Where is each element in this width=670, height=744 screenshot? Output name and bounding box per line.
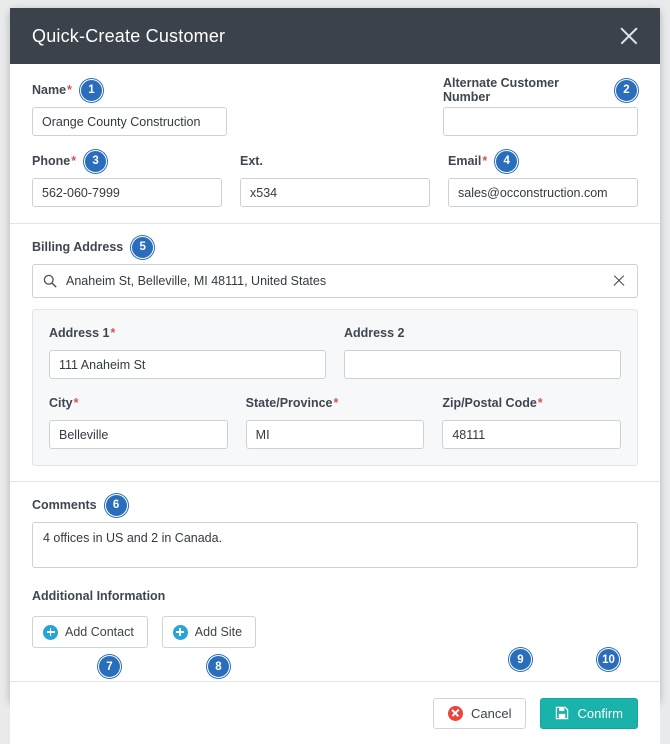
phone-label-text: Phone xyxy=(32,154,71,168)
badge-4: 4 xyxy=(495,150,518,173)
additional-badges-row xyxy=(32,655,638,681)
address-lines-row xyxy=(49,323,621,379)
address2-group xyxy=(344,323,621,379)
comments-section xyxy=(10,482,660,568)
customer-basic-section xyxy=(10,64,660,223)
email-field-group xyxy=(448,151,638,207)
zip-label xyxy=(442,393,621,413)
additional-information-label xyxy=(32,586,638,606)
additional-information-label-text: Additional Information xyxy=(32,589,166,603)
zip-label-text: Zip/Postal Code xyxy=(442,396,537,410)
phone-input[interactable]: 562-060-7999 xyxy=(32,178,222,207)
alternate-customer-number-label-text: Alternate Customer Number xyxy=(443,76,559,104)
additional-buttons xyxy=(32,616,638,648)
cancel-button[interactable] xyxy=(433,698,526,729)
badge-8: 8 xyxy=(207,655,230,678)
ext-label xyxy=(240,151,430,171)
cancel-button-label: Cancel xyxy=(471,705,512,721)
search-icon xyxy=(43,274,57,288)
required-marker: * xyxy=(482,154,488,168)
city-input[interactable]: Belleville xyxy=(49,420,228,449)
state-label xyxy=(246,393,425,413)
address1-label-text: Address 1 xyxy=(49,326,110,340)
state-group xyxy=(246,393,425,449)
required-marker: * xyxy=(537,396,543,410)
city-label-text: City xyxy=(49,396,73,410)
state-input[interactable]: MI xyxy=(246,420,425,449)
add-contact-button[interactable] xyxy=(32,616,148,648)
name-input[interactable]: Orange County Construction xyxy=(32,107,227,136)
ext-input[interactable]: x534 xyxy=(240,178,430,207)
required-marker: * xyxy=(67,83,72,97)
billing-address-heading xyxy=(32,237,638,257)
city-state-zip-row xyxy=(49,393,621,449)
name-label xyxy=(32,80,227,100)
address-details-panel xyxy=(32,309,638,466)
ext-field-group xyxy=(240,151,430,207)
phone-label xyxy=(32,151,222,171)
required-marker: * xyxy=(71,154,77,168)
address-search-input[interactable]: Anaheim St, Belleville, MI 48111, United States xyxy=(66,274,327,288)
badge-2: 2 xyxy=(615,79,638,102)
save-icon xyxy=(555,706,569,720)
clear-icon[interactable] xyxy=(611,273,627,289)
plus-circle-icon xyxy=(173,625,188,640)
badge-6: 6 xyxy=(105,494,128,517)
dialog-title: Quick-Create Customer xyxy=(32,25,226,46)
city-label xyxy=(49,393,228,413)
contact-row xyxy=(32,151,638,223)
address2-label xyxy=(344,323,621,343)
name-row xyxy=(32,76,638,136)
cancel-circle-icon xyxy=(448,706,463,721)
add-contact-label: Add Contact xyxy=(65,625,134,639)
ext-label-text: Ext. xyxy=(240,154,263,168)
state-label-text: State/Province xyxy=(245,396,333,410)
comments-label-text: Comments xyxy=(32,498,97,512)
name-label-text: Name xyxy=(32,83,67,97)
quick-create-customer-dialog xyxy=(10,8,660,721)
zip-input[interactable]: 48111 xyxy=(442,420,621,449)
required-marker: * xyxy=(333,396,339,410)
alternate-customer-number-input[interactable] xyxy=(443,107,638,136)
comments-label xyxy=(32,495,638,515)
confirm-button[interactable] xyxy=(540,698,638,729)
badge-3: 3 xyxy=(84,150,107,173)
address2-label-text: Address 2 xyxy=(344,326,405,340)
alternate-customer-number-label xyxy=(443,76,638,104)
email-label xyxy=(448,151,638,171)
badge-7: 7 xyxy=(98,655,121,678)
address-search-box[interactable] xyxy=(32,264,638,298)
comments-textarea[interactable]: 4 offices in US and 2 in Canada. xyxy=(32,522,638,568)
additional-information-section xyxy=(10,568,660,681)
billing-address-heading-text: Billing Address xyxy=(32,240,124,254)
close-icon[interactable] xyxy=(616,23,642,49)
badge-5: 5 xyxy=(131,236,154,259)
badge-10: 10 xyxy=(597,648,620,671)
address1-input[interactable]: 111 Anaheim St xyxy=(49,350,326,379)
add-site-label: Add Site xyxy=(194,625,243,639)
dialog-header xyxy=(10,8,660,64)
city-group xyxy=(49,393,228,449)
badge-1: 1 xyxy=(80,79,103,102)
name-field-group xyxy=(32,80,227,136)
plus-circle-icon xyxy=(43,625,58,640)
add-site-button[interactable] xyxy=(162,616,256,648)
address1-group xyxy=(49,323,326,379)
badge-9: 9 xyxy=(509,648,532,671)
address1-label xyxy=(49,323,326,343)
dialog-body xyxy=(10,64,660,681)
email-input[interactable]: sales@occonstruction.com xyxy=(448,178,638,207)
confirm-button-label: Confirm xyxy=(577,705,623,721)
phone-field-group xyxy=(32,151,222,207)
email-label-text: Email xyxy=(448,154,482,168)
required-marker: * xyxy=(110,326,116,340)
zip-group xyxy=(442,393,621,449)
dialog-footer xyxy=(10,653,660,744)
alternate-customer-number-group xyxy=(443,76,638,136)
billing-address-section xyxy=(10,224,660,481)
required-marker: * xyxy=(73,396,79,410)
address2-input[interactable] xyxy=(344,350,621,379)
